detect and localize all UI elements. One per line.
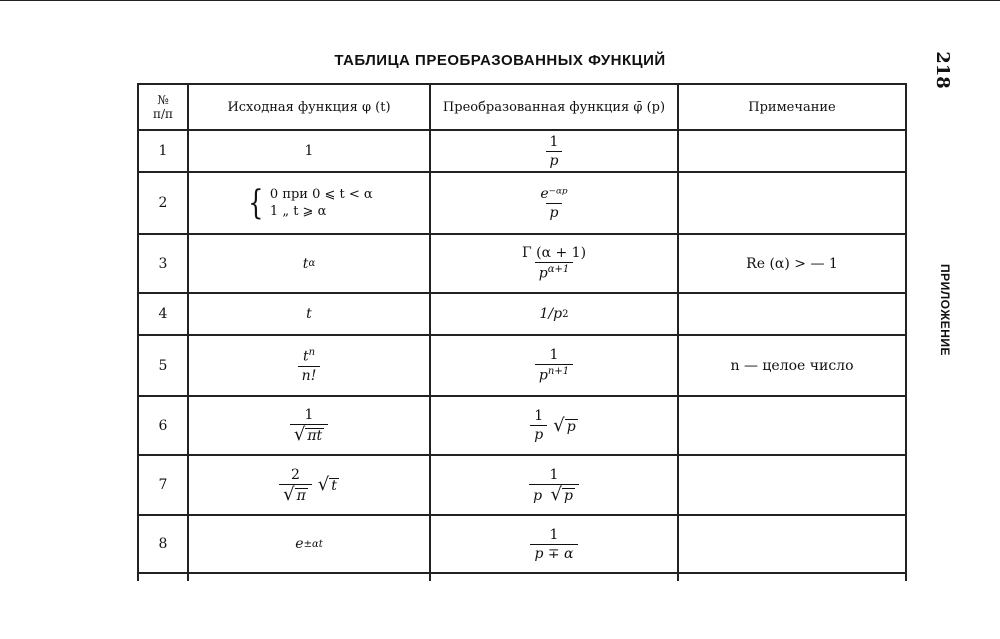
denominator	[535, 364, 573, 384]
fraction	[535, 347, 573, 384]
numerator: 1	[549, 466, 559, 483]
base: t	[302, 348, 309, 365]
table-rule	[677, 83, 679, 581]
header-number	[139, 85, 187, 129]
row-number: 1	[158, 143, 168, 159]
exponent: α+1	[547, 264, 570, 276]
transformed-function	[431, 336, 677, 395]
row-number: 2	[158, 195, 168, 211]
transformed-function	[431, 397, 677, 454]
header-number-abbrev: п/п	[152, 107, 174, 121]
fraction	[298, 347, 321, 384]
row-number: 4	[158, 306, 168, 322]
numerator: e⁻ᵅᵖ	[540, 185, 568, 202]
fraction	[290, 407, 328, 444]
note: n — целое число	[730, 357, 854, 374]
note: Re (α) > — 1	[746, 255, 838, 272]
radical-sign: √	[283, 483, 295, 505]
radicand: π	[296, 487, 306, 504]
denominator	[535, 262, 573, 282]
base: p	[538, 265, 548, 282]
square-root	[553, 414, 577, 436]
page-title: ТАБЛИЦА ПРЕОБРАЗОВАННЫХ ФУНКЦИЙ	[334, 52, 666, 69]
fraction	[530, 527, 577, 562]
numerator: Γ (α + 1)	[521, 245, 587, 262]
radical-sign: √	[317, 474, 330, 495]
original-function	[189, 235, 429, 292]
original-function	[189, 336, 429, 395]
exponent: 2	[562, 308, 569, 320]
numerator: 1	[304, 407, 314, 423]
header-original-function: Исходная функция φ (t)	[227, 99, 391, 115]
radicand: p	[566, 418, 576, 435]
fraction	[546, 134, 563, 169]
exponent: ±αt	[303, 538, 323, 550]
table-rule	[905, 83, 907, 581]
piecewise-function	[245, 183, 373, 223]
transformed-function	[431, 516, 677, 572]
transformed-function	[431, 131, 677, 171]
numerator: 1	[549, 526, 559, 543]
denominator-base: p	[533, 487, 543, 504]
row-number: 3	[158, 255, 168, 272]
original-function	[189, 397, 429, 454]
transformed-function	[431, 456, 677, 514]
numerator: 1	[549, 133, 559, 150]
exponent: n+1	[547, 366, 570, 378]
denominator: n!	[298, 366, 321, 384]
denominator	[290, 424, 328, 444]
fraction	[530, 408, 547, 443]
numerator: 2	[290, 466, 300, 483]
denominator	[529, 484, 579, 504]
table-rule	[137, 572, 907, 574]
transformed-function	[431, 235, 677, 292]
row-number: 6	[158, 417, 168, 434]
denominator: p	[546, 203, 563, 221]
header-number-symbol: №	[157, 93, 169, 107]
exponent: n	[308, 347, 316, 359]
base: 1/p	[539, 306, 563, 322]
square-root	[283, 483, 308, 505]
radical-sign: √	[553, 414, 565, 436]
denominator	[279, 484, 312, 504]
base: t	[302, 255, 309, 272]
original-function: t	[306, 306, 312, 322]
row-number: 8	[158, 536, 168, 552]
transformed-function	[431, 173, 677, 233]
transformed-function	[431, 294, 677, 334]
numerator: 1	[534, 408, 544, 424]
original-function	[189, 173, 429, 233]
fraction	[536, 186, 571, 221]
header-transformed-function: Преобразованная функция φ̄ (p)	[442, 99, 666, 115]
piecewise-line: 1 „ t ⩾ α	[269, 204, 327, 219]
fraction	[279, 467, 312, 504]
square-root	[318, 476, 339, 494]
numerator	[299, 347, 319, 366]
denominator: p ∓ α	[530, 544, 577, 562]
running-head: ПРИЛОЖЕНИЕ	[938, 264, 952, 356]
radicand: t	[331, 478, 337, 494]
denominator: p	[546, 151, 563, 169]
square-root	[550, 483, 574, 505]
numerator: 1	[549, 347, 559, 364]
page-top-rule	[0, 0, 1000, 1]
brace-symbol: {	[248, 183, 264, 223]
base: p	[538, 367, 548, 384]
row-number: 5	[158, 357, 168, 374]
denominator: p	[530, 425, 547, 443]
fraction	[529, 467, 579, 504]
base: e	[295, 536, 304, 552]
original-function	[189, 516, 429, 572]
row-number: 7	[158, 477, 168, 493]
radical-sign: √	[293, 424, 306, 445]
page-number: 218	[932, 51, 953, 89]
exponent: α	[308, 258, 316, 269]
square-root	[294, 426, 324, 444]
header-note: Примечание	[748, 99, 836, 115]
radicand: p	[563, 487, 573, 504]
original-function	[189, 456, 429, 514]
piecewise-line: 0 при 0 ⩽ t < α	[269, 187, 373, 202]
radical-sign: √	[550, 483, 562, 505]
piecewise-lines	[270, 186, 373, 220]
fraction	[518, 245, 590, 282]
original-function: 1	[304, 143, 314, 159]
radicand: πt	[307, 428, 323, 444]
